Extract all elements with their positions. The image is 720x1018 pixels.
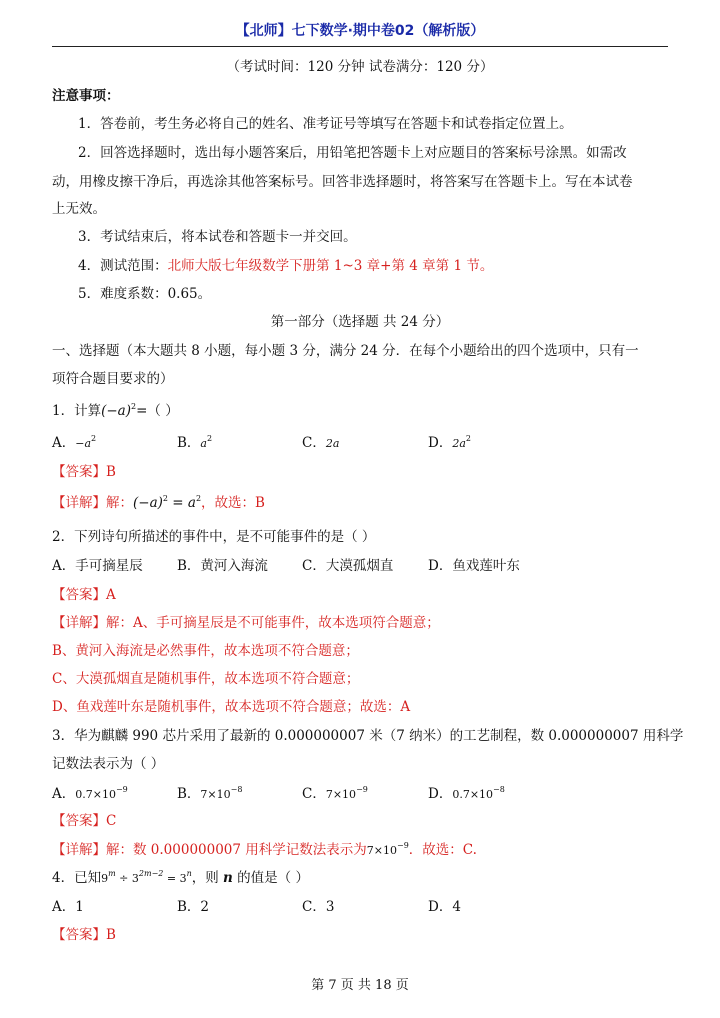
option-value: 0.7×10 — [75, 788, 116, 801]
q4-option-c — [302, 898, 334, 916]
q1-stem-base: (−a) — [101, 403, 131, 419]
q1-detail-exp: 2 — [162, 494, 168, 503]
q4-option-b — [177, 898, 209, 916]
option-exp: −9 — [356, 785, 368, 794]
option-value: −a — [75, 437, 92, 450]
option-label: C． — [302, 786, 326, 802]
q3-option-c — [302, 785, 368, 804]
q1-detail-exp2: 2 — [195, 494, 202, 503]
q2-detail-1: 【详解】解：A、手可摘星辰是不可能事件，故本选项符合题意； — [52, 615, 440, 631]
q3-stem-line-1: 3．华为麒麟 990 芯片采用了最新的 0.000000007 米（7 纳米）的工艺制程，数 0.000000007 用科学 — [52, 728, 684, 744]
q4-math-base-3: = 3 — [163, 872, 187, 885]
note-2-line-1: 2．回答选择题时，选出每小题答案后，用铅笔把答题卡上对应题目的答案标号涂黑。如需改 — [78, 145, 627, 161]
header-title: 【北师】七下数学·期中卷02（解析版） — [235, 23, 485, 39]
q1-stem-suffix: =（ ） — [136, 403, 179, 419]
q3-answer: 【答案】C — [52, 813, 117, 829]
q4-answer: 【答案】B — [52, 927, 116, 943]
option-text: 3 — [325, 899, 335, 915]
q2-detail-3: C、大漠孤烟直是随机事件，故本选项不符合题意； — [52, 671, 360, 687]
q1-option-d — [428, 434, 471, 453]
q2-answer: 【答案】A — [52, 587, 116, 603]
option-label: D． — [428, 558, 453, 574]
q3-option-a — [52, 785, 128, 804]
q4-stem — [52, 869, 309, 888]
option-value: 2a — [325, 437, 340, 450]
option-text: 手可摘星辰 — [75, 558, 143, 574]
q3-option-b — [177, 785, 242, 804]
option-label: A． — [52, 786, 76, 802]
option-label: A． — [52, 435, 76, 451]
q4-math-exp-3: n — [186, 869, 192, 878]
q1-answer: 【答案】B — [52, 464, 116, 480]
option-label: A． — [52, 558, 76, 574]
q1-detail — [52, 494, 265, 512]
option-label: C． — [302, 435, 326, 451]
note-3: 3．考试结束后，将本试卷和答题卡一并交回。 — [78, 229, 357, 245]
q4-math-exp-2: 2m−2 — [138, 869, 164, 878]
option-exp: −8 — [493, 785, 505, 794]
q2-stem: 2．下列诗句所描述的事件中，是不可能事件的是（ ） — [52, 529, 376, 545]
q1-stem-prefix: 1．计算 — [52, 403, 102, 419]
option-value: 7×10 — [325, 788, 357, 801]
q3-detail-exp: −9 — [396, 841, 409, 850]
q1-detail-base: (−a) — [133, 495, 163, 511]
q3-option-d — [428, 785, 505, 804]
q1-option-a — [52, 434, 96, 453]
q4-math-exp-1: m — [108, 869, 116, 878]
q2-option-d — [428, 557, 520, 575]
q4-stem-var: n — [223, 870, 233, 886]
option-exp: −8 — [230, 785, 243, 794]
option-text: 大漠孤烟直 — [325, 558, 394, 574]
option-text: 1 — [75, 899, 84, 915]
option-text: 4 — [452, 899, 461, 915]
header-rule — [52, 46, 668, 47]
q1-detail-mid: = a — [168, 495, 196, 511]
option-label: C． — [302, 899, 326, 915]
note-4-range: 北师大版七年级数学下册第 1~3 章+第 4 章第 1 节。 — [167, 258, 494, 274]
option-text: 鱼戏莲叶东 — [452, 558, 520, 574]
part1-intro-line-1: 一、选择题（本大题共 8 小题，每小题 3 分，满分 24 分．在每个小题给出的四个选项中，只有一 — [52, 343, 639, 359]
option-exp: 2 — [465, 434, 471, 443]
q4-stem-suffix-a: ，则 — [191, 870, 224, 886]
q2-detail-2: B、黄河入海流是必然事件，故本选项不符合题意； — [52, 643, 359, 659]
option-label: D． — [428, 899, 453, 915]
exam-info: （考试时间：120 分钟 试卷满分：120 分） — [226, 59, 494, 75]
q3-detail — [52, 841, 477, 860]
q4-math-base-2: ÷ 3 — [115, 872, 139, 885]
option-exp: 2 — [206, 434, 213, 443]
q2-option-a — [52, 557, 143, 575]
option-exp: −9 — [115, 785, 128, 794]
q4-stem-suffix-b: 的值是（ ） — [232, 870, 309, 886]
option-label: D． — [428, 435, 453, 451]
q4-option-a — [52, 898, 84, 916]
note-4-label: 4．测试范围： — [78, 258, 168, 274]
option-value: 7×10 — [200, 788, 231, 801]
option-label: B． — [177, 899, 201, 915]
q1-detail-post: ，故选：B — [201, 495, 265, 511]
option-text: 黄河入海流 — [200, 558, 268, 574]
option-label: C． — [302, 558, 326, 574]
q3-detail-pre: 【详解】解：数 0.000000007 用科学记数法表示为 — [52, 842, 367, 858]
note-1: 1．答卷前，考生务必将自己的姓名、准考证号等填写在答题卡和试卷指定位置上。 — [78, 116, 573, 132]
note-2-line-2: 动，用橡皮擦干净后，再选涂其他答案标号。回答非选择题时，将答案写在答题卡上。写在本试卷 — [52, 174, 633, 190]
q1-stem — [52, 402, 179, 420]
note-2-line-3: 上无效。 — [52, 201, 106, 217]
q1-detail-pre: 解： — [106, 495, 133, 511]
option-label: B． — [177, 435, 201, 451]
q3-detail-base: 7×10 — [366, 844, 397, 857]
option-value: 2a — [452, 437, 466, 450]
q1-stem-exp: 2 — [131, 402, 137, 411]
q4-math-base-1: 9 — [101, 872, 109, 885]
q4-option-d — [428, 898, 461, 916]
part1-title: 第一部分（选择题 共 24 分） — [270, 314, 450, 330]
option-label: A． — [52, 899, 76, 915]
page-footer: 第 7 页 共 18 页 — [311, 978, 409, 993]
note-4 — [78, 257, 493, 275]
q4-stem-prefix: 4．已知 — [52, 870, 102, 886]
notes-title: 注意事项： — [52, 88, 120, 104]
part1-intro-line-2: 项符合题目要求的） — [52, 371, 174, 387]
q2-option-c — [302, 557, 393, 575]
q1-detail-tag: 【详解】 — [52, 495, 106, 511]
q1-option-c — [302, 434, 339, 453]
q3-detail-post: ．故选：C. — [408, 842, 477, 858]
option-label: B． — [177, 558, 201, 574]
option-label: D． — [428, 786, 453, 802]
q3-stem-line-2: 记数法表示为（ ） — [52, 756, 165, 772]
q1-option-b — [177, 434, 212, 453]
option-label: B． — [177, 786, 201, 802]
option-exp: 2 — [91, 434, 97, 443]
note-5: 5．难度系数：0.65。 — [78, 286, 212, 302]
option-text: 2 — [200, 899, 210, 915]
q2-detail-4: D、鱼戏莲叶东是随机事件，故本选项不符合题意；故选：A — [52, 699, 411, 715]
option-value: a — [200, 437, 207, 450]
option-value: 0.7×10 — [452, 788, 494, 801]
q2-option-b — [177, 557, 268, 575]
